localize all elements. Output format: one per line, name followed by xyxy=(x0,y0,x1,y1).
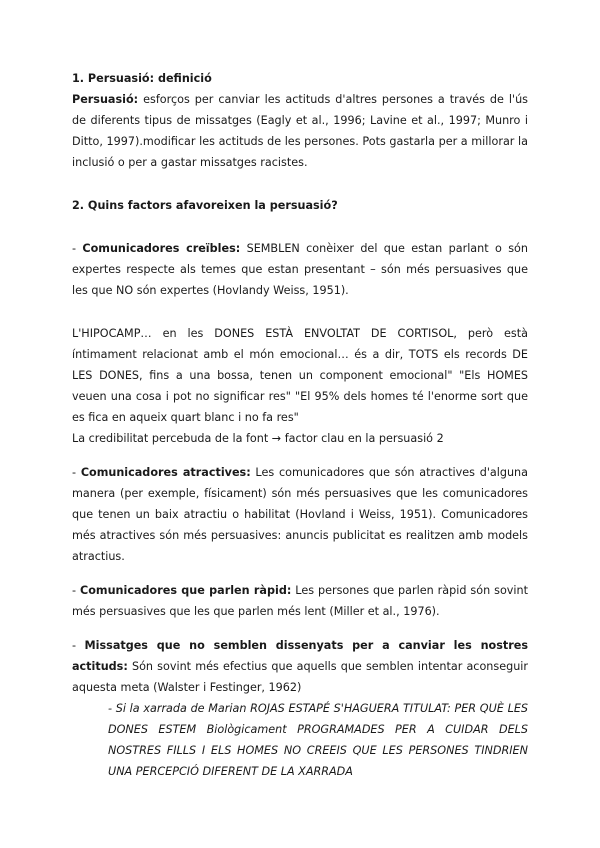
factor-credible-paragraph xyxy=(72,238,528,301)
factor-fast-paragraph xyxy=(72,580,528,622)
factor-attractive-paragraph xyxy=(72,462,528,567)
section-heading-factors: 2. Quins factors afavoreixen la persuasió? xyxy=(72,199,338,212)
factor-attractive-term: Comunicadores atractives: xyxy=(80,466,251,479)
section-heading-definition: 1. Persuasió: definició xyxy=(72,72,212,85)
factor-messages-paragraph xyxy=(72,635,528,698)
definition-text: esforços per canviar les actituds d'altres persones a través de l'ús de diferents tipus de missatges (Eagly et al., 1996; Lavine et al., 1997; Munro i Ditto, 1997).modificar les actituds de les persones. Pots gastarla per a millorar la inclusió o per a gastar missatges racistes. xyxy=(72,93,528,169)
factor-credible-text: SEMBLEN conèixer del que estan parlant o són expertes respecte als temes que estan presentant – són més persuasives que les que NO són expertes (Hovlandy Weiss, 1951). xyxy=(72,242,528,297)
bullet-dash: - xyxy=(72,242,83,255)
definition-term: Persuasió: xyxy=(72,93,139,106)
document-page xyxy=(72,68,528,782)
factor-fast-text: Les persones que parlen ràpid són sovint més persuasives que les que parlen més lent (Miller et al., 1976). xyxy=(72,584,529,618)
definition-paragraph xyxy=(72,89,528,173)
credibility-note: La credibilitat percebuda de la font → factor clau en la persuasió 2 xyxy=(72,432,444,445)
bullet-dash: - xyxy=(72,584,81,597)
bullet-dash: - xyxy=(72,466,81,479)
bullet-dash: - xyxy=(72,639,85,652)
factor-credible-term: Comunicadores creïbles: xyxy=(82,242,241,255)
factor-messages-term: Missatges que no semblen dissenyats per a canviar les nostres actituds: xyxy=(72,639,528,673)
hipocamp-paragraph: L'HIPOCAMP… en les DONES ESTÀ ENVOLTAT DE CORTISOL, però està íntimament relacionat amb el món emocional… és a dir, TOTS els records DE LES DONES, fins a una bossa, tenen un component emocional" "Els HOMES veuen una cosa i pot no significar res" "El 95% dels homes té l'enorme sort que es fica en aqueix quart blanc i no fa res" xyxy=(72,327,528,424)
factor-fast-term: Comunicadores que parlen ràpid: xyxy=(80,584,292,597)
factor-messages-text: Són sovint més efectius que aquells que semblen intentar aconseguir aquesta meta (Walster i Festinger, 1962) xyxy=(72,660,528,694)
factor-attractive-text: Les comunicadores que són atractives d'alguna manera (per exemple, físicament) són més persuasives que les comunicadores que tenen un baix atractiu o habilitat (Hovland i Weiss, 1951). Comunicadores més atractives són més persuasives: anuncis publicitat es realitzen amb models atractius. xyxy=(72,466,528,563)
example-quote: - Si la xarrada de Marian ROJAS ESTAPÉ S'HAGUERA TITULAT: PER QUÈ LES DONES ESTEM Biològicament PROGRAMADES PER A CUIDAR DELS NOSTRES FILLS I ELS HOMES NO CREEIS QUE LES PERSONES TINDRIEN UNA PERCEPCIÓ DIFERENT DE LA XARRADA xyxy=(108,702,528,778)
